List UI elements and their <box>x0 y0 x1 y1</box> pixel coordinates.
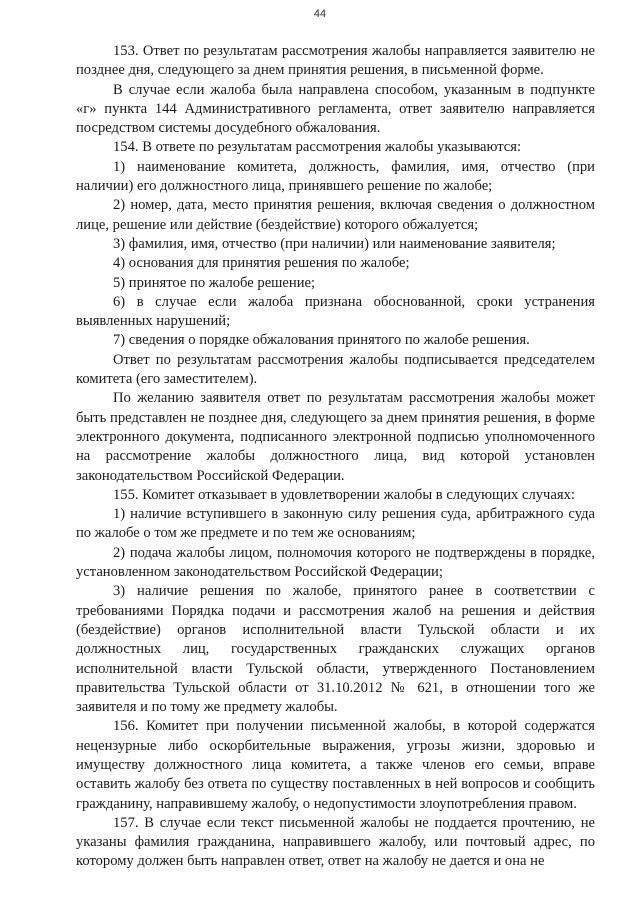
document-body <box>76 42 595 872</box>
paragraph-154: 154. В ответе по результатам рассмотрения жалобы указываются: <box>113 139 522 156</box>
paragraph-153-electronic: В случае если жалоба была направлена способом, указанным в подпункте «г» пункта 144 Административного регламента, ответ заявителю направляется посредством системы досудебного обжалования. <box>76 81 595 137</box>
paragraph-156: 156. Комитет при получении письменной жалобы, в которой содержатся нецензурные либо оскорбительные выражения, угрозы жизни, здоровью и имуществу должностного лица комитета, а также членов его семьи, вправе оставить жалобу без ответа по существу поставленных в ней вопросов и сообщить гражданину, направившему жалобу, о недопустимости злоупотребления правом. <box>76 718 595 812</box>
list-item-155-2: 2) подача жалобы лицом, полномочия которого не подтверждены в порядке, установленном законодательством Российской Федерации; <box>76 544 595 581</box>
list-item-154-3: 3) фамилия, имя, отчество (при наличии) или наименование заявителя; <box>113 235 556 252</box>
list-item-154-2: 2) номер, дата, место принятия решения, включая сведения о должностном лице, решение или действие (бездействие) которого обжалуется; <box>76 197 595 233</box>
paragraph-153: 153. Ответ по результатам рассмотрения жалобы направляется заявителю не позднее дня, следующего за днем принятия решения, в письменной форме. <box>76 43 595 79</box>
list-item-154-4: 4) основания для принятия решения по жалобе; <box>113 255 410 272</box>
list-item-155-1: 1) наличие вступившего в законную силу решения суда, арбитражного суда по жалобе о том же предмете и по тем же основаниям; <box>76 506 595 542</box>
paragraph-157: 157. В случае если текст письменной жалобы не поддается прочтению, не указаны фамилия гражданина, направившего жалобу, или почтовый адрес, по которому должен быть направлен ответ, ответ на жалобу не дается и она не <box>76 814 595 870</box>
list-item-154-6: 6) в случае если жалоба признана обоснованной, сроки устранения выявленных нарушений; <box>76 293 595 330</box>
paragraph-electronic-form: По желанию заявителя ответ по результатам рассмотрения жалобы может быть представлен не позднее дня, следующего за днем принятия решения, в форме электронного документа, подписанного электронной подписью уполномоченного на рассмотрение жалобы должностного лица, вид которой установлен законодательством Российской Федерации. <box>76 390 595 484</box>
list-item-155-3: 3) наличие решения по жалобе, принятого ранее в соответствии с требованиями Порядка подачи и рассмотрения жалоб на решения и действия (бездействие) органов исполнительной власти Тульской области и их должностных лиц, государственных гражданских служащих органов исполнительной власти Тульской области, утвержденного Постановлением правительства Тульской области от 31.10.2012 № 621, в отношении того же заявителя и по тому же предмету жалобы. <box>76 583 595 716</box>
paragraph-155: 155. Комитет отказывает в удовлетворении жалобы в следующих случаях: <box>113 486 575 503</box>
paragraph-signature: Ответ по результатам рассмотрения жалобы подписывается председателем комитета (его заместителем). <box>76 351 595 388</box>
list-item-154-7: 7) сведения о порядке обжалования принятого по жалобе решения. <box>113 332 530 349</box>
page-number: 44 <box>313 8 327 20</box>
list-item-154-5: 5) принятое по жалобе решение; <box>113 274 316 291</box>
list-item-154-1: 1) наименование комитета, должность, фамилия, имя, отчество (при наличии) его должностного лица, принявшего решение по жалобе; <box>76 158 595 195</box>
